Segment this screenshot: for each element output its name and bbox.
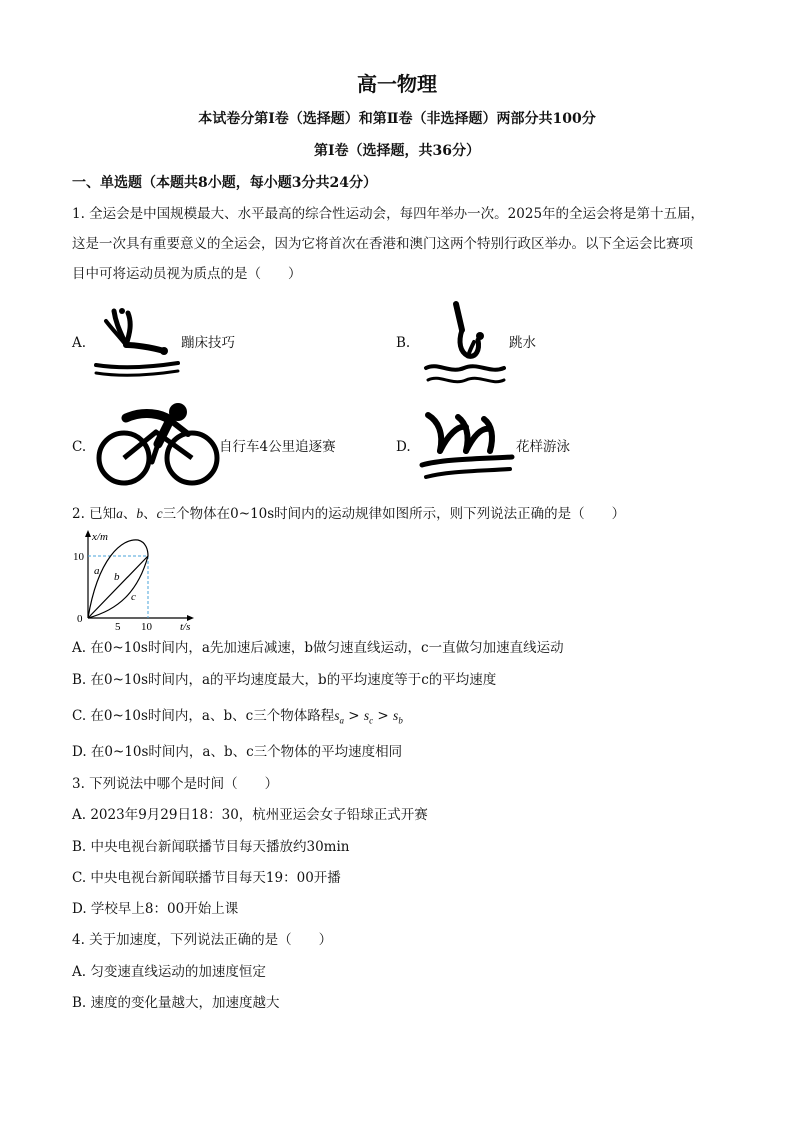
page-title: 高一物理 [357,72,437,96]
q3-option-c: C. 中央电视台新闻联播节目每天19：00开播 [72,870,341,886]
q2-sub-b: b [398,715,403,726]
q2-s-c: s [363,708,370,723]
q2-option-a: A. 在0~10s时间内，a先加速后减速，b做匀速直线运动，c一直做匀加速直线运动 [72,640,564,656]
q2-var-a: a [116,506,123,521]
q3-option-b: B. 中央电视台新闻联播节目每天播放约30min [72,839,350,855]
graph-xtick-5: 5 [115,621,121,633]
q1-option-a-label: 蹦床技巧 [181,335,235,351]
q2-option-b: B. 在0~10s时间内，a的平均速度最大，b的平均速度等于c的平均速度 [72,672,497,688]
q3-option-d: D. 学校早上8：00开始上课 [72,901,239,917]
q2-option-d: D. 在0~10s时间内，a、b、c三个物体的平均速度相同 [72,744,403,760]
q2-sep-2: 、 [143,506,157,522]
graph-label-c: c [131,591,136,603]
q2-sub-a: a [339,715,344,726]
q3-option-a: A. 2023年9月29日18：30，杭州亚运会女子铅球正式开赛 [72,807,428,823]
q2-stem [72,504,625,524]
q2-stem-post: 三个物体在0~10s时间内的运动规律如图所示，则下列说法正确的是（ ） [162,506,626,522]
q2-sub-c: c [369,715,374,726]
trampoline-icon [92,305,182,383]
q2-var-b: b [136,506,144,521]
q2-option-c-text: C. 在0~10s时间内，a、b、c三个物体路程 [72,708,335,724]
q1-option-d-letter: D. [396,439,411,455]
graph-xtick-10: 10 [141,621,152,633]
exam-subtitle: 本试卷分第Ⅰ卷（选择题）和第Ⅱ卷（非选择题）两部分共100分 [198,111,596,127]
q1-option-c-label: 自行车4公里追逐赛 [219,439,336,455]
graph-label-a: a [94,565,100,577]
q4-option-b: B. 速度的变化量越大，加速度越大 [72,995,280,1011]
q1-option-a-letter: A. [72,335,87,351]
graph-xlabel: t/s [180,621,191,633]
synchronized-swimming-icon [418,405,516,485]
q2-gt-1: > [343,708,364,724]
graph-label-b: b [114,571,120,583]
q3-stem: 3. 下列说法中哪个是时间（ ） [72,776,279,792]
cycling-icon [96,400,220,488]
y-axis-arrow [85,530,91,537]
q1-option-b-label: 跳水 [509,335,536,351]
q1-stem-line-3: 目中可将运动员视为质点的是（ ） [72,266,302,282]
q1-option-c-letter: C. [72,439,87,455]
xt-graph [72,528,200,634]
graph-ylabel: x/m [92,531,108,543]
q1-option-b-letter: B. [396,335,411,351]
graph-ytick-10: 10 [73,551,84,563]
q4-stem: 4. 关于加速度，下列说法正确的是（ ） [72,932,333,948]
q2-sep-1: 、 [122,506,137,522]
part-heading: 第Ⅰ卷（选择题，共36分） [313,143,481,159]
q2-s-a: s [334,708,340,723]
q2-option-c [72,706,403,731]
q2-s-b: s [393,708,399,723]
q2-gt-2: > [373,708,394,724]
q2-stem-pre: 2. 已知 [72,506,117,522]
q4-option-a: A. 匀变速直线运动的加速度恒定 [72,964,266,980]
q1-option-d-label: 花样游泳 [516,439,570,455]
section-heading: 一、单选题（本题共8小题，每小题3分共24分） [72,175,377,191]
diving-icon [422,300,506,386]
q2-var-c: c [156,506,163,521]
q1-stem-line-1: 1. 全运会是中国规模最大、水平最高的综合性运动会，每四年举办一次。2025年的全运会将是第十五届， [72,206,705,222]
graph-ytick-0: 0 [77,613,83,625]
q1-stem-line-2: 这是一次具有重要意义的全运会，因为它将首次在香港和澳门这两个特别行政区举办。以下全运会比赛项 [72,236,693,252]
